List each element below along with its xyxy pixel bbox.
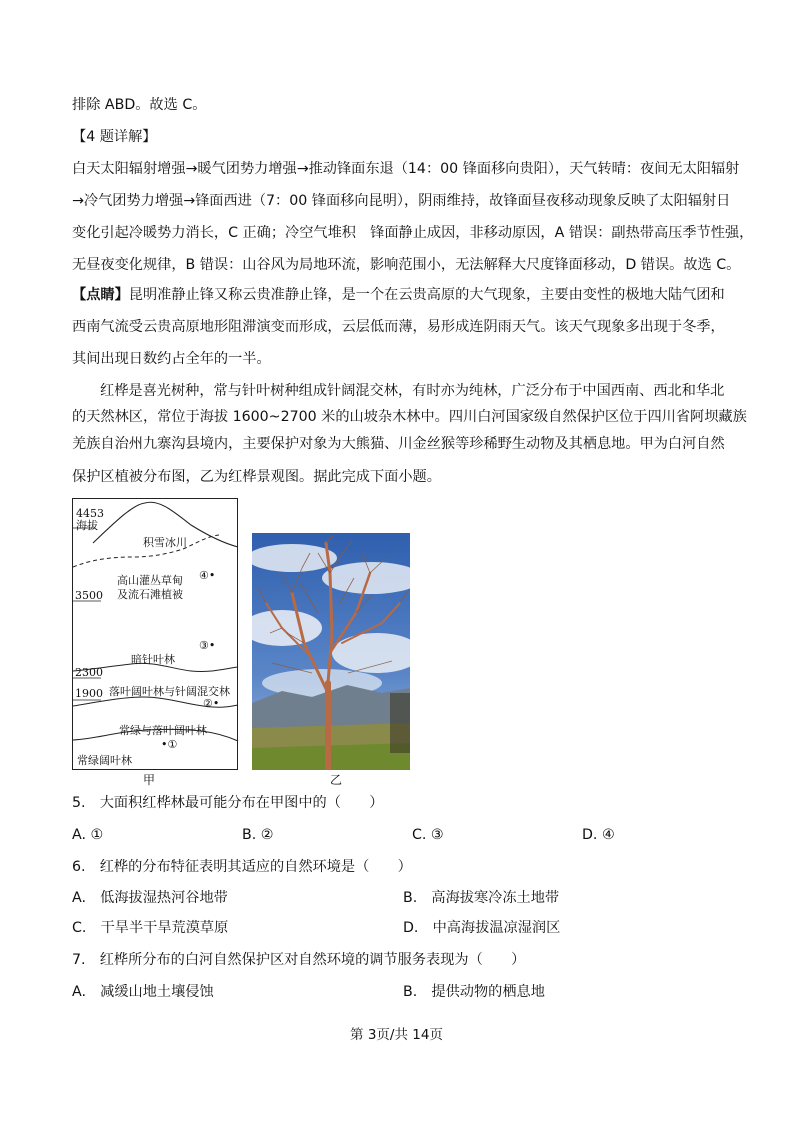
q6-option-d[interactable]: D. 中高海拔温凉湿润区 bbox=[403, 920, 561, 936]
zone-mixed-forest: 落叶阔叶林与针阔混交林 bbox=[109, 685, 230, 698]
text-line: →冷气团势力增强→锋面西进（7：00 锋面移向昆明），阴雨维持，故锋面昼夜移动现象反映了太阳辐射日 bbox=[72, 193, 731, 209]
zone-alpine-line2: 及流石滩植被 bbox=[117, 588, 183, 601]
elevation-1900: 1900 bbox=[75, 687, 103, 700]
q6-option-b[interactable]: B. 高海拔寒冷冻土地带 bbox=[403, 890, 560, 906]
zone-dark-conifer: 暗针叶林 bbox=[131, 653, 175, 666]
text-line bbox=[72, 285, 725, 305]
text-line: 变化引起冷暖势力消长，C 正确；冷空气堆积 锋面静止成因，非移动原因，A 错误：副热带高压季节性强， bbox=[72, 225, 754, 241]
text-line: 白天太阳辐射增强→暖气团势力增强→推动锋面东退（14：00 锋面移向贵阳），天气转晴：夜间无太阳辐射 bbox=[72, 161, 740, 177]
vegetation-zone-diagram bbox=[72, 498, 238, 770]
elevation-3500: 3500 bbox=[75, 589, 103, 602]
dianjing-tag: 【点睛】 bbox=[72, 287, 129, 303]
marker-3: ③• bbox=[199, 639, 216, 652]
question-6: 6. 红桦的分布特征表明其适应的自然环境是（ ） bbox=[72, 859, 412, 875]
zone-snow: 积雪冰川 bbox=[143, 536, 187, 549]
marker-1: •① bbox=[161, 738, 178, 751]
q5-option-b[interactable]: B. ② bbox=[242, 827, 274, 843]
text-span: 昆明准静止锋又称云贵准静止锋，是一个在云贵高原的大气现象，主要由变性的极地大陆气团和 bbox=[128, 287, 725, 303]
q7-option-a[interactable]: A. 减缓山地土壤侵蚀 bbox=[72, 984, 214, 1000]
question-5: 5. 大面积红桦林最可能分布在甲图中的（ ） bbox=[72, 795, 384, 811]
q6-option-c[interactable]: C. 干旱半干旱荒漠草原 bbox=[72, 920, 229, 936]
text-line: 无昼夜变化规律，B 错误：山谷风为局地环流，影响范围小，无法解释大尺度锋面移动，D 错误。故选 C。 bbox=[72, 257, 741, 273]
zone-evergreen: 常绿阔叶林 bbox=[77, 754, 132, 767]
q5-option-c[interactable]: C. ③ bbox=[412, 827, 444, 843]
zone-alpine-line1: 高山灌丛草甸 bbox=[117, 574, 183, 587]
section-heading: 【4 题详解】 bbox=[72, 129, 157, 145]
q6-option-a[interactable]: A. 低海拔湿热河谷地带 bbox=[72, 890, 228, 906]
page-footer: 第 3页/共 14页 bbox=[350, 1027, 443, 1043]
elevation-4453: 4453 bbox=[76, 507, 104, 520]
paragraph-line: 红桦是喜光树种，常与针叶树种组成针阔混交林，有时亦为纯林，广泛分布于中国西南、西北和华北 bbox=[100, 383, 725, 399]
q5-option-d[interactable]: D. ④ bbox=[582, 827, 615, 843]
text-line: 保护区植被分布图，乙为红桦景观图。据此完成下面小题。 bbox=[72, 469, 441, 485]
elevation-2300: 2300 bbox=[75, 666, 103, 679]
text-line: 其间出现日数约占全年的一半。 bbox=[72, 351, 271, 367]
text-line: 排除 ABD。故选 C。 bbox=[72, 97, 207, 113]
zone-evergreen-deciduous: 常绿与落叶阔叶林 bbox=[119, 724, 207, 737]
birch-landscape-image bbox=[252, 533, 410, 770]
elevation-label: 海拔 bbox=[76, 519, 98, 532]
q5-option-a[interactable]: A. ① bbox=[72, 827, 104, 843]
text-line: 羌族自治州九寨沟县境内，主要保护对象为大熊猫、川金丝猴等珍稀野生动物及其栖息地。甲为白河自然 bbox=[72, 436, 725, 452]
marker-4: ④• bbox=[199, 569, 216, 582]
question-7: 7. 红桦所分布的白河自然保护区对自然环境的调节服务表现为（ ） bbox=[72, 952, 526, 968]
caption-jia: 甲 bbox=[143, 773, 156, 787]
text-line: 西南气流受云贵高原地形阻滞演变而形成，云层低而薄，易形成连阴雨天气。该天气现象多出现于冬季， bbox=[72, 319, 725, 335]
text-line: 的天然林区，常位于海拔 1600~2700 米的山坡杂木林中。四川白河国家级自然保护区位于四川省阿坝藏族 bbox=[72, 409, 747, 425]
red-birch-photo bbox=[252, 533, 410, 770]
marker-2: ②• bbox=[203, 697, 220, 710]
q7-option-b[interactable]: B. 提供动物的栖息地 bbox=[403, 984, 545, 1000]
caption-yi: 乙 bbox=[330, 773, 343, 787]
